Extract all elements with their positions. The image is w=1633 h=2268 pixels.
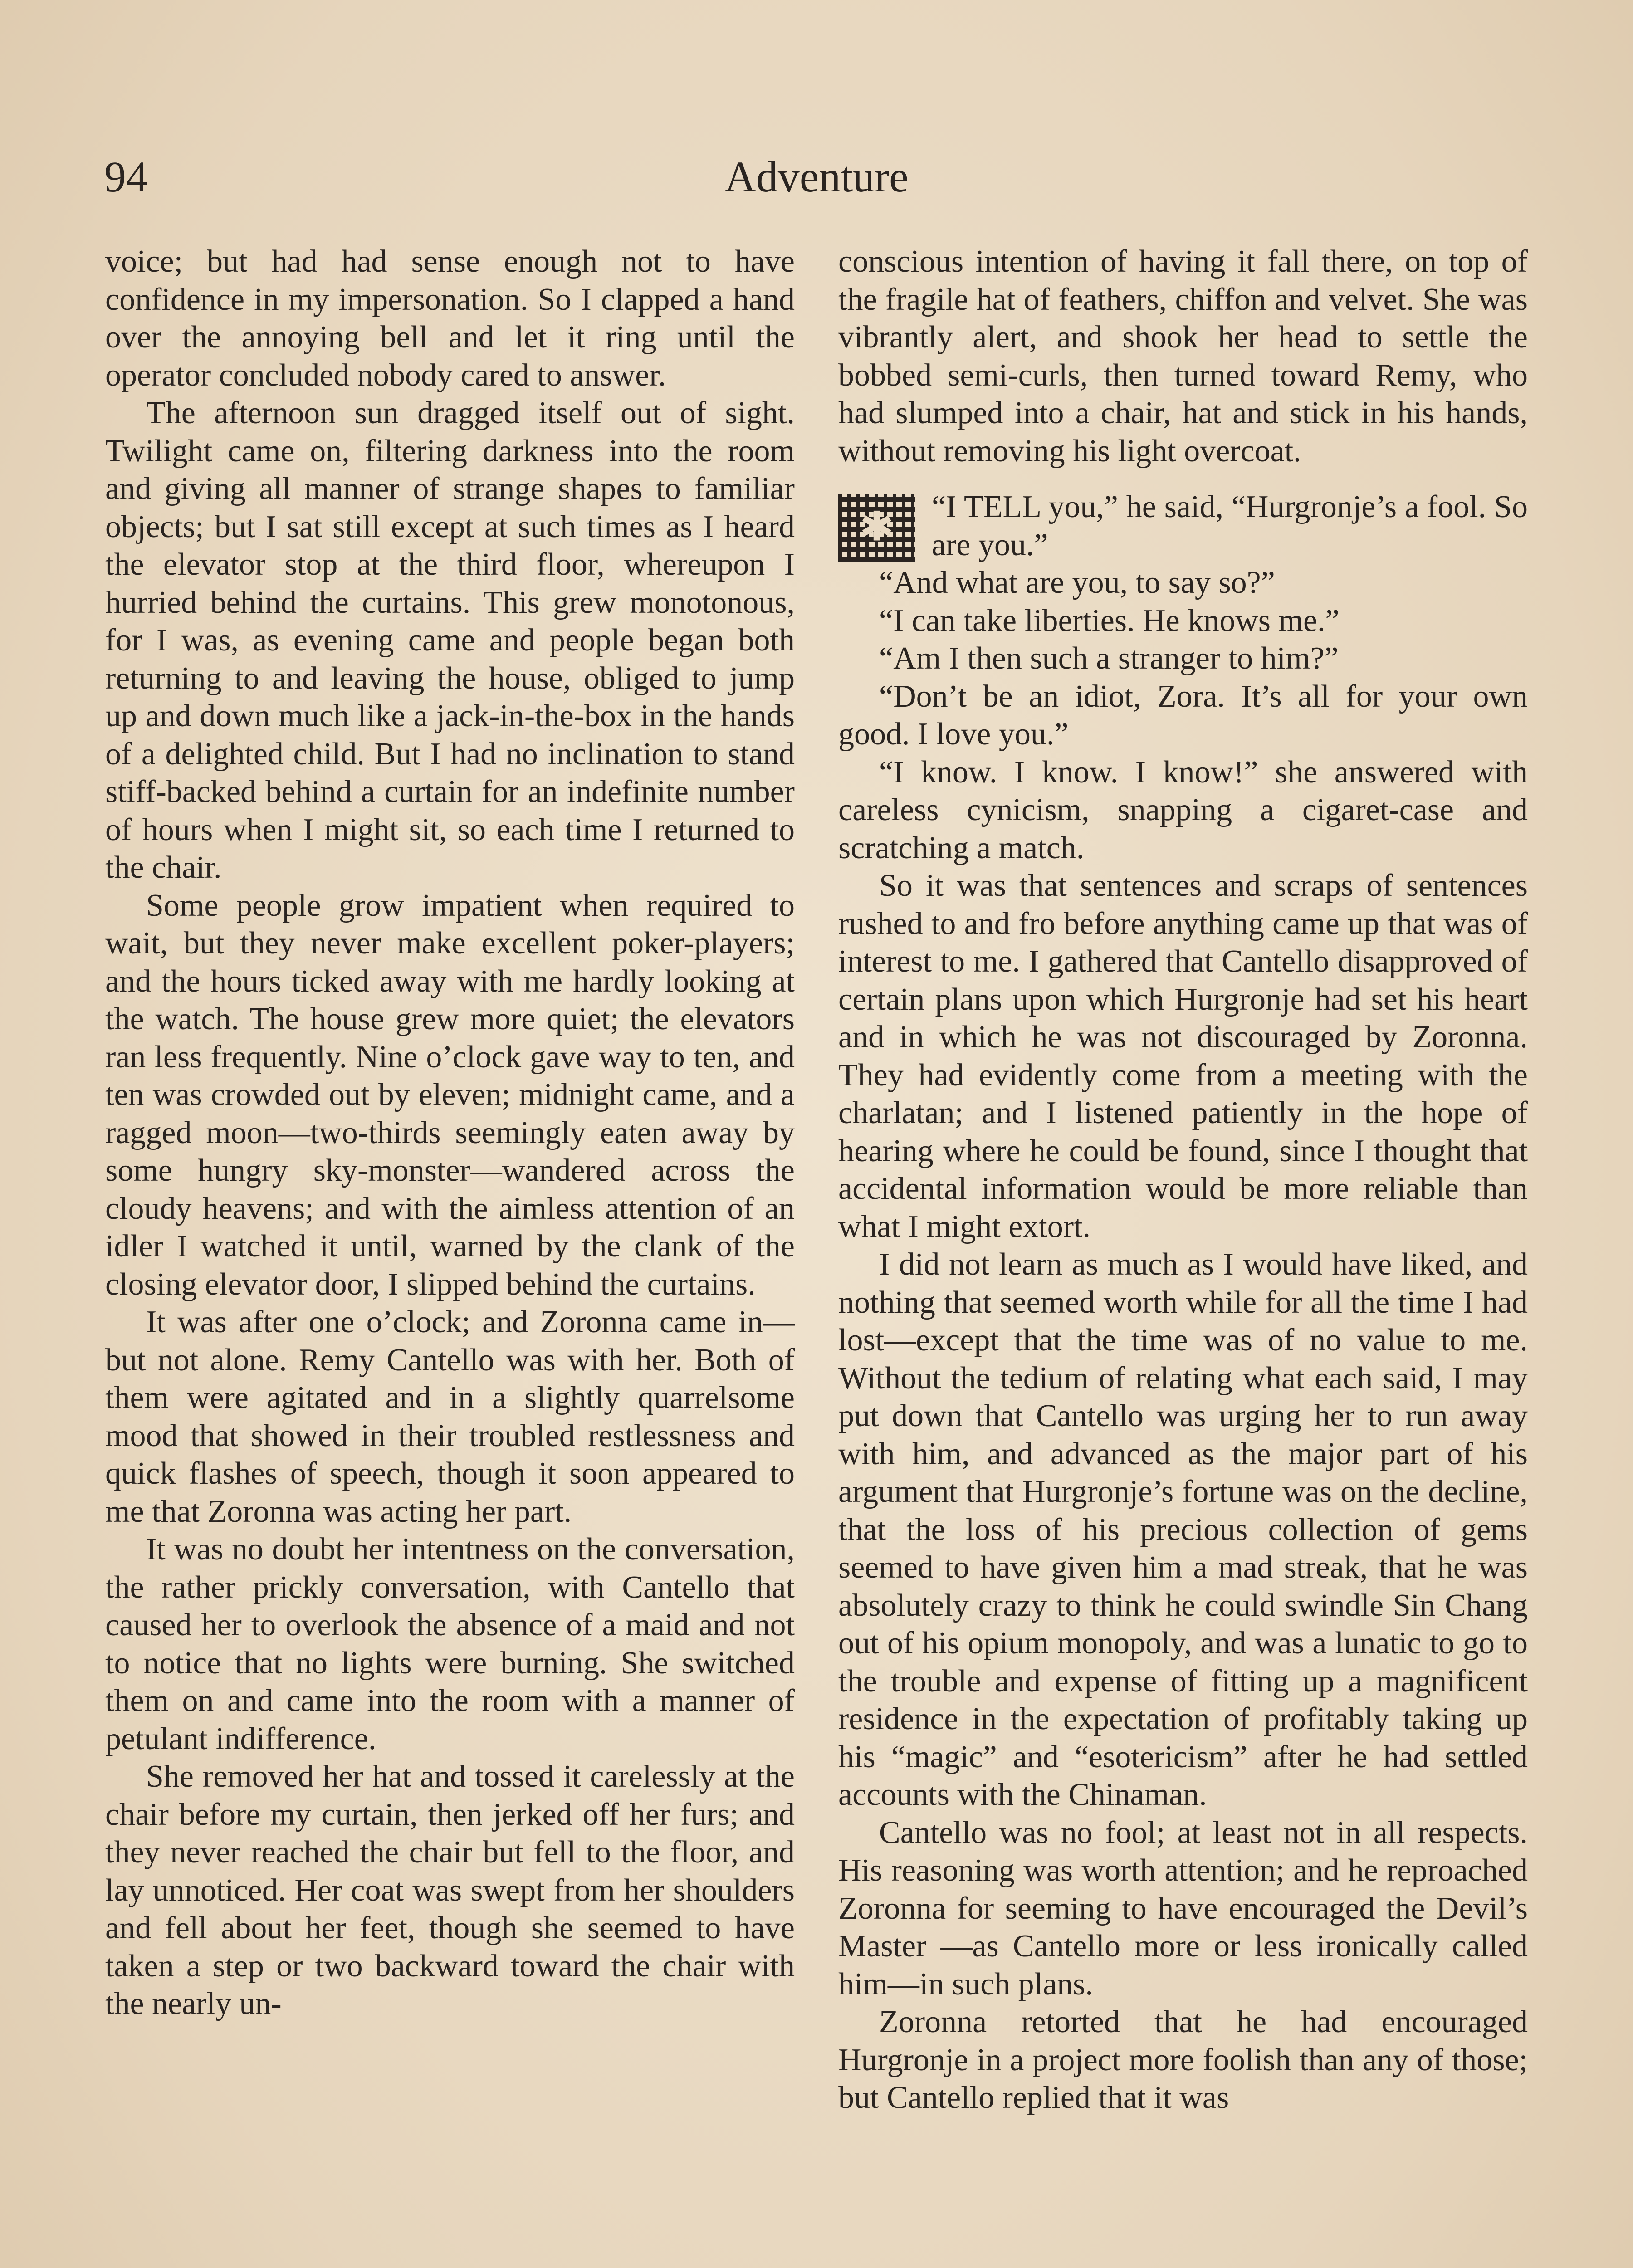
paragraph: I did not learn as much as I would have liked, and nothing that seemed worth while for all the time I had lost—except that the time was of no value to me. Without the tedium of relating what each said, I may put down that Cantello was urging her to run away with him, and advanced as the major part of his argument that Hurgronje’s fortune was on the decline, that the loss of his precious collection of gems seemed to have given him a mad streak, that he was absolutely crazy to think he could swindle Sin Chang out of his opium monopoly, and was a lunatic to go to the trouble and expense of fitting up a magnificent residence in the expectation of profitably taking up his “magic” and “esotericism” after he had settled accounts with the Chinaman. [838, 1247, 1528, 1812]
paragraph: It was no doubt her intentness on the conversation, the rather prickly conversation, with Cantello that caused her to overlook the absence of a maid and not to notice that no lights were burning. She switched them on and came into the room with a manner of petulant indifference. [105, 1532, 795, 1756]
page-header [104, 150, 1529, 209]
running-title: Adventure [724, 152, 909, 201]
paragraph: “And what are you, to say so?” [879, 565, 1275, 600]
decorative-ornament-icon [838, 494, 915, 562]
paragraph: “I can take liberties. He knows me.” [879, 603, 1340, 638]
paragraph: The afternoon sun dragged itself out of sight. Twilight came on, filtering darkness into the room and giving all manner of strange shapes to familiar objects; but I sat still except at such times as I heard the elevator stop at the third floor, whereupon I hurried behind the curtains. This grew monotonous, for I was, as evening came and people began both returning to and leaving the house, obliged to jump up and down much like a jack-in-the-box in the hands of a delighted child. But I had no inclination to stand stiff-backed behind a curtain for an indefinite number of hours when I might sit, so each time I returned to the chair. [105, 396, 795, 885]
paragraph: voice; but had had sense enough not to have confidence in my impersonation. So I clapped a hand over the annoying bell and let it ring until the operator concluded nobody cared to answer. [105, 244, 795, 393]
paragraph: Zoronna retorted that he had encouraged Hurgronje in a project more foolish than any of those; but Cantello replied that it was [838, 2004, 1528, 2115]
paragraph: “Don’t be an idiot, Zora. It’s all for your own good. I love you.” [838, 679, 1528, 752]
paragraph: “I know. I know. I know!” she answered with careless cynicism, snapping a cigaret-case and scratching a match. [838, 754, 1528, 865]
paragraph: “Am I then such a stranger to him?” [879, 641, 1339, 676]
paragraph: It was after one o’clock; and Zoronna came in—but not alone. Remy Cantello was with her. Both of them were agitated and in a slightly quarrelsome mood that showed in their troubled restlessness and quick flashes of speech, though it soon appeared to me that Zoronna was acting her part. [105, 1305, 795, 1529]
paragraph: conscious intention of having it fall there, on top of the fragile hat of feathers, chiffon and velvet. She was vibrantly alert, and shook her head to settle the bobbed semi-curls, then turned toward Remy, who had slumped into a chair, hat and stick in his hands, without removing his light overcoat. [838, 244, 1528, 469]
page-number: 94 [104, 152, 148, 201]
paragraph: Some people grow impatient when required to wait, but they never make excellent poker-players; and the hours ticked away with me hardly looking at the watch. The house grew more quiet; the elevators ran less frequently. Nine o’clock gave way to ten, and ten was crowded out by eleven; midnight came, and a ragged moon—two-thirds seemingly eaten away by some hungry sky-monster—wandered across the cloudy heavens; and with the aimless attention of an idler I watched it until, warned by the clank of the closing elevator door, I slipped behind the curtains. [105, 888, 795, 1302]
ornament-paragraph [838, 488, 1528, 564]
paragraph: So it was that sentences and scraps of sentences rushed to and fro before anything came up that was of interest to me. I gathered that Cantello disapproved of certain plans upon which Hurgronje had set his heart and in which he was not discouraged by Zoronna. They had evidently come from a meeting with the charlatan; and I listened patiently in the hope of hearing where he could be found, since I thought that accidental information would be more reliable than what I might extort. [838, 868, 1528, 1244]
left-column [105, 243, 795, 2023]
paragraph: She removed her hat and tossed it carelessly at the chair before my curtain, then jerked off her furs; and they never reached the chair but fell to the floor, and lay unnoticed. Her coat was swept from her shoulders and fell about her feet, though she seemed to have taken a step or two backward toward the chair with the nearly un- [105, 1759, 795, 2021]
paragraph: Cantello was no fool; at least not in all respects. His reasoning was worth attention; and he reproached Zoronna for seeming to have encouraged the Devil’s Master —as Cantello more or less ironically called him—in such plans. [838, 1815, 1528, 2002]
paragraph: “I TELL you,” he said, “Hurgronje’s a fool. So are you.” [932, 489, 1528, 562]
right-column [838, 243, 1528, 2117]
